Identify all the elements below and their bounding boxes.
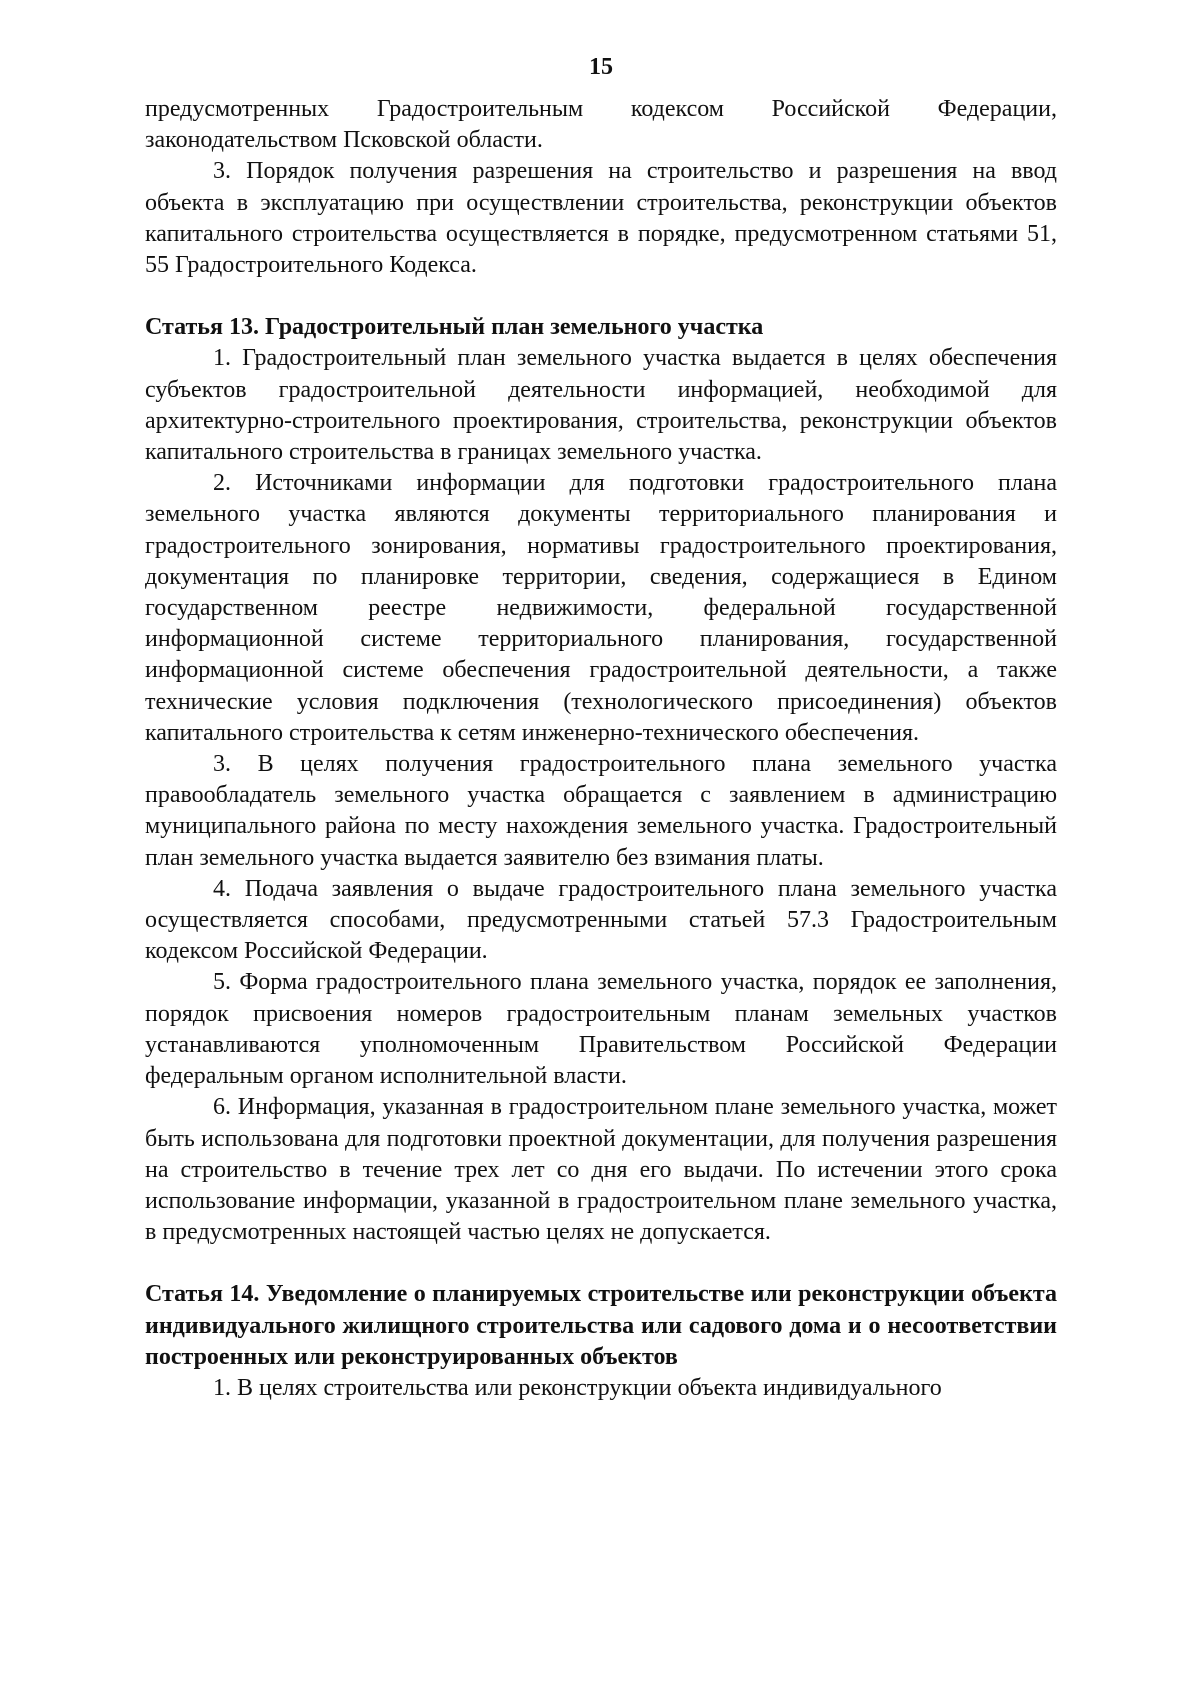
paragraph-continuation: предусмотренных Градостроительным кодексом Российской Федерации, законодательством Псковской области. bbox=[145, 96, 1057, 154]
document-page bbox=[145, 52, 1057, 1404]
article-13-item-6: 6. Информация, указанная в градостроительном плане земельного участка, может быть использована для подготовки проектной документации, для получения разрешения на строительство в течение трех лет со дня его выдачи. По истечении этого срока использование информации, указанной в градостроительном плане земельного участка, в предусмотренных настоящей частью целях не допускается. bbox=[145, 1094, 1057, 1246]
article-14-heading: Статья 14. Уведомление о планируемых строительстве или реконструкции объекта индивидуального жилищного строительства или садового дома и о несоответствии построенных или реконструированных объектов bbox=[145, 1281, 1057, 1370]
article-13-item-3: 3. В целях получения градостроительного плана земельного участка правообладатель земельного участка обращается с заявлением в администрацию муниципального района по месту нахождения земельного участка. Градостроительный план земельного участка выдается заявителю без взимания платы. bbox=[145, 751, 1057, 871]
article-13-item-5: 5. Форма градостроительного плана земельного участка, порядок ее заполнения, порядок присвоения номеров градостроительным планам земельных участков устанавливаются уполномоченным Правительством Российской Федерации федеральным органом исполнительной власти. bbox=[145, 969, 1057, 1090]
section-gap bbox=[145, 1248, 1057, 1279]
section-gap bbox=[145, 281, 1057, 312]
page-number: 15 bbox=[589, 54, 613, 80]
article-13-item-1: 1. Градостроительный план земельного участка выдается в целях обеспечения субъектов градостроительной деятельности информацией, необходимой для архитектурно-строительного проектирования, строительства, реконструкции объектов капитального строительства в границах земельного участка. bbox=[145, 345, 1057, 466]
article-13-heading: Статья 13. Градостроительный план земельного участка bbox=[145, 314, 764, 341]
article-13-item-2: 2. Источниками информации для подготовки градостроительного плана земельного участка являются документы территориального планирования и градостроительного зонирования, нормативы градостроительного проектирования, документация по планировке территории, сведения, содержащиеся в Едином государственном реестре недвижимости, федеральной государственной информационной системе территориального планирования, государственной информационной системе обеспечения градостроительной деятельности, а также технические условия подключения (технологического присоединения) объектов капитального строительства к сетям инженерно-технического обеспечения. bbox=[145, 470, 1057, 746]
paragraph-item-3: 3. Порядок получения разрешения на строительство и разрешения на ввод объекта в эксплуатацию при осуществлении строительства, реконструкции объектов капитального строительства осуществляется в порядке, предусмотренном статьями 51, 55 Градостроительного Кодекса. bbox=[145, 158, 1057, 279]
article-13-item-4: 4. Подача заявления о выдаче градостроительного плана земельного участка осуществляется способами, предусмотренными статьей 57.3 Градостроительным кодексом Российской Федерации. bbox=[145, 875, 1057, 965]
article-14-item-1: 1. В целях строительства или реконструкции объекта индивидуального bbox=[213, 1374, 942, 1401]
